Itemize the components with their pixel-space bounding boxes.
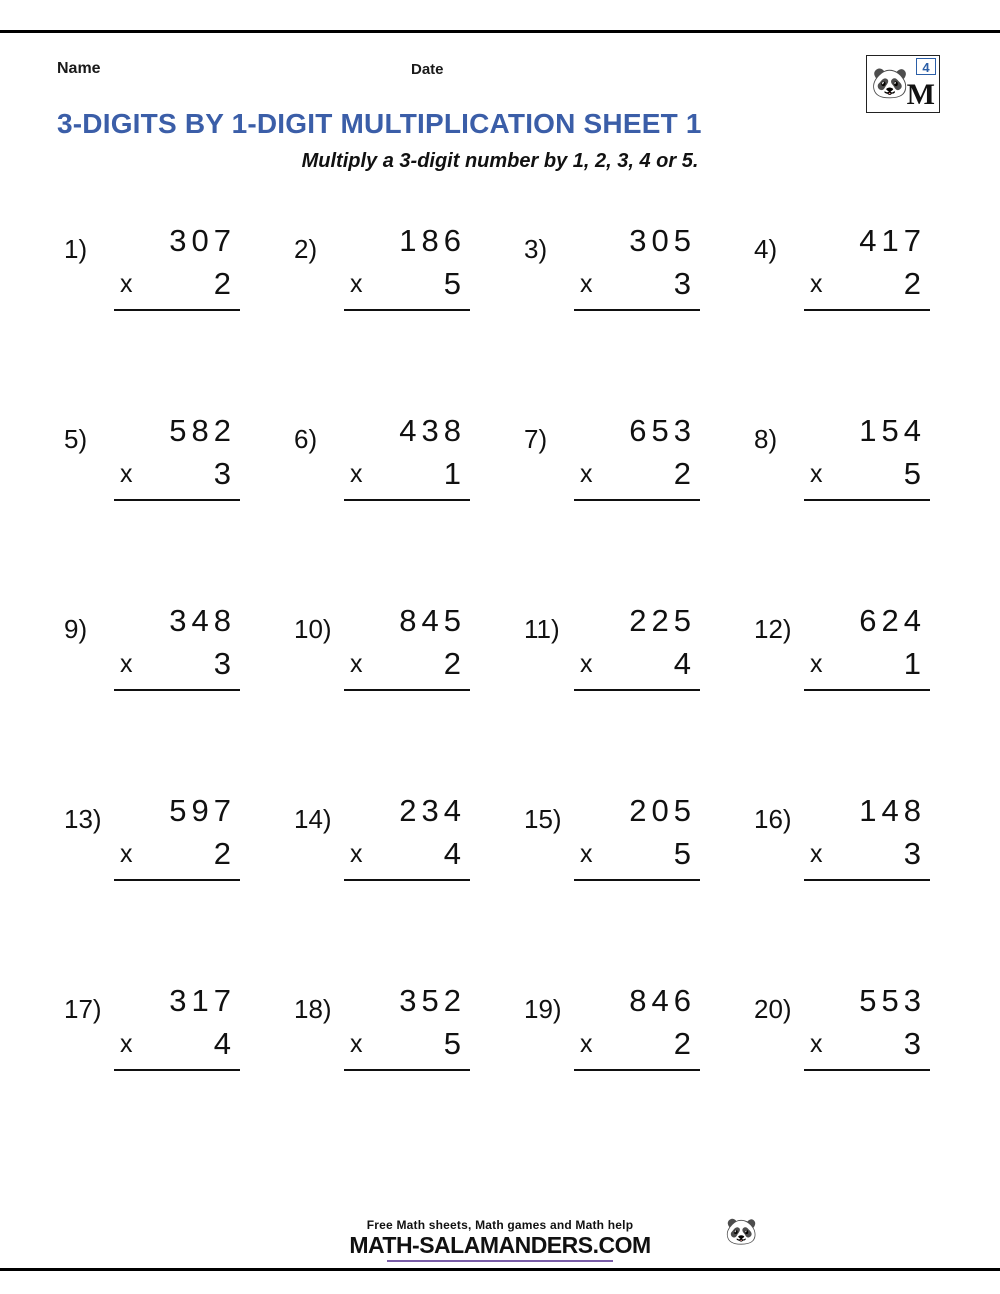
multiplier: 2 [443,646,466,681]
multiplier: 4 [213,1026,236,1061]
footer-tagline: Free Math sheets, Math games and Math help [366,1218,634,1232]
problem-body [580,602,698,685]
answer-rule [804,1069,930,1071]
problem-item [738,792,938,902]
problem-item [508,792,708,902]
answer-rule [114,499,240,501]
answer-rule [344,689,470,691]
multiply-operator-icon: x [120,270,133,298]
multiplicand: 348 [169,603,236,638]
problem-number: 18) [294,994,332,1024]
problem-item [508,602,708,712]
multiplicand: 317 [169,983,236,1018]
footer-content [349,1216,758,1262]
problem-number: 1) [64,234,88,264]
problem-number: 16) [754,804,792,834]
problem-body [810,602,928,685]
problem-number: 5) [64,424,88,454]
multiplier: 3 [903,836,926,871]
multiplicand: 846 [629,983,696,1018]
multiplicand: 234 [399,793,466,828]
answer-rule [804,499,930,501]
problem-body [350,222,468,305]
problem-body [810,222,928,305]
problem-row [48,222,956,412]
problem-body [810,982,928,1065]
problem-item [48,602,248,712]
problem-number: 12) [754,614,792,644]
problem-item [278,602,478,712]
multiply-operator-icon: x [810,1030,823,1058]
problem-number: 2) [294,234,318,264]
multiplicand: 597 [169,793,236,828]
problem-number: 8) [754,424,778,454]
math-salamanders-logo [866,55,940,113]
problem-body [120,982,238,1065]
answer-rule [344,1069,470,1071]
multiply-operator-icon: x [120,1030,133,1058]
problem-number: 14) [294,804,332,834]
multiplier: 4 [443,836,466,871]
multiplier-row [580,265,698,305]
multiplier: 5 [673,836,696,871]
problem-item [48,982,248,1092]
answer-rule [574,309,700,311]
multiplicand: 307 [169,223,236,258]
problem-item [738,602,938,712]
multiplicand: 417 [859,223,926,258]
answer-rule [804,689,930,691]
problem-body [580,792,698,875]
answer-rule [804,309,930,311]
problem-body [350,602,468,685]
problem-item [508,982,708,1092]
multiplicand: 624 [859,603,926,638]
multiplier-row [580,1025,698,1065]
answer-rule [344,309,470,311]
problem-item [278,982,478,1092]
problems-grid [48,222,956,1172]
problem-item [508,222,708,332]
answer-rule [574,879,700,881]
multiplicand: 154 [859,413,926,448]
page-footer [0,1218,1000,1262]
multiplier-row [350,265,468,305]
page-title: 3-DIGITS BY 1-DIGIT MULTIPLICATION SHEET 1 [57,108,702,139]
bottom-divider [0,1268,1000,1271]
multiply-operator-icon: x [120,460,133,488]
problem-item [278,792,478,902]
multiplicand: 352 [399,983,466,1018]
multiplicand: 225 [629,603,696,638]
problem-number: 19) [524,994,562,1024]
multiplier-row [350,835,468,875]
problem-item [738,222,938,332]
problem-number: 20) [754,994,792,1024]
multiply-operator-icon: x [580,1030,593,1058]
salamander-icon: 🐼 [725,1216,758,1246]
multiplier-row [810,265,928,305]
problem-body [580,982,698,1065]
multiply-operator-icon: x [350,650,363,678]
multiplier-row [810,455,928,495]
problem-number: 4) [754,234,778,264]
multiplicand: 148 [859,793,926,828]
multiplier: 3 [213,456,236,491]
multiplier: 2 [673,1026,696,1061]
multiplier: 2 [213,836,236,871]
problem-item [48,792,248,902]
multiplier-row [120,265,238,305]
multiplier: 3 [903,1026,926,1061]
logo-m-icon: M [906,78,935,111]
answer-rule [574,1069,700,1071]
problem-number: 13) [64,804,102,834]
problem-body [120,412,238,495]
multiply-operator-icon: x [580,650,593,678]
answer-rule [574,499,700,501]
problem-number: 10) [294,614,332,644]
problem-body [120,602,238,685]
multiplier: 5 [443,266,466,301]
answer-rule [344,879,470,881]
multiplier-row [810,835,928,875]
multiplier: 5 [903,456,926,491]
multiplier-row [350,455,468,495]
problem-number: 7) [524,424,548,454]
name-label: Name [57,60,101,77]
problem-body [580,412,698,495]
problem-number: 15) [524,804,562,834]
multiplier-row [350,1025,468,1065]
problem-item [738,982,938,1092]
multiplier-row [120,835,238,875]
problem-number: 11) [524,614,560,644]
multiplier-row [350,645,468,685]
problem-body [120,222,238,305]
multiplier: 2 [213,266,236,301]
multiplier-row [120,645,238,685]
multiply-operator-icon: x [120,840,133,868]
problem-number: 9) [64,614,88,644]
problem-number: 6) [294,424,318,454]
multiplicand: 205 [629,793,696,828]
problem-number: 17) [64,994,102,1024]
problem-row [48,602,956,792]
footer-url: MATH-SALAMANDERS.COM [349,1232,651,1258]
multiplicand: 186 [399,223,466,258]
multiplier-row [580,645,698,685]
problem-body [810,412,928,495]
problem-body [120,792,238,875]
problem-item [278,222,478,332]
answer-rule [114,309,240,311]
problem-body [350,792,468,875]
multiply-operator-icon: x [810,650,823,678]
multiplier: 4 [673,646,696,681]
multiplier-row [580,835,698,875]
multiplicand: 438 [399,413,466,448]
problem-item [738,412,938,522]
top-divider [0,30,1000,33]
multiplier-row [120,455,238,495]
multiply-operator-icon: x [810,460,823,488]
problem-body [810,792,928,875]
multiply-operator-icon: x [350,840,363,868]
multiplicand: 653 [629,413,696,448]
footer-divider [387,1260,613,1262]
salamander-icon: 🐼 [871,67,909,100]
multiply-operator-icon: x [120,650,133,678]
problem-number: 3) [524,234,548,264]
multiply-operator-icon: x [580,460,593,488]
grade-badge: 4 [916,58,936,75]
multiplier: 1 [443,456,466,491]
multiply-operator-icon: x [810,840,823,868]
answer-rule [114,689,240,691]
multiplier: 3 [673,266,696,301]
problem-body [350,412,468,495]
multiplier: 3 [213,646,236,681]
problem-item [508,412,708,522]
answer-rule [574,689,700,691]
problem-body [350,982,468,1065]
problem-item [278,412,478,522]
answer-rule [344,499,470,501]
multiply-operator-icon: x [350,1030,363,1058]
multiplier: 1 [903,646,926,681]
multiplier-row [810,1025,928,1065]
multiply-operator-icon: x [580,840,593,868]
multiplier: 5 [443,1026,466,1061]
multiplicand: 553 [859,983,926,1018]
multiplier-row [120,1025,238,1065]
problem-row [48,412,956,602]
page-subtitle: Multiply a 3-digit number by 1, 2, 3, 4 or 5. [301,150,699,172]
problem-item [48,412,248,522]
multiplier-row [580,455,698,495]
problem-row [48,792,956,982]
multiplicand: 305 [629,223,696,258]
multiply-operator-icon: x [580,270,593,298]
multiply-operator-icon: x [810,270,823,298]
answer-rule [804,879,930,881]
problem-item [48,222,248,332]
multiply-operator-icon: x [350,270,363,298]
problem-body [580,222,698,305]
answer-rule [114,879,240,881]
answer-rule [114,1069,240,1071]
multiplier: 2 [903,266,926,301]
date-label: Date [411,61,444,78]
problem-row [48,982,956,1172]
multiply-operator-icon: x [350,460,363,488]
multiplier: 2 [673,456,696,491]
multiplier-row [810,645,928,685]
multiplicand: 582 [169,413,236,448]
multiplicand: 845 [399,603,466,638]
